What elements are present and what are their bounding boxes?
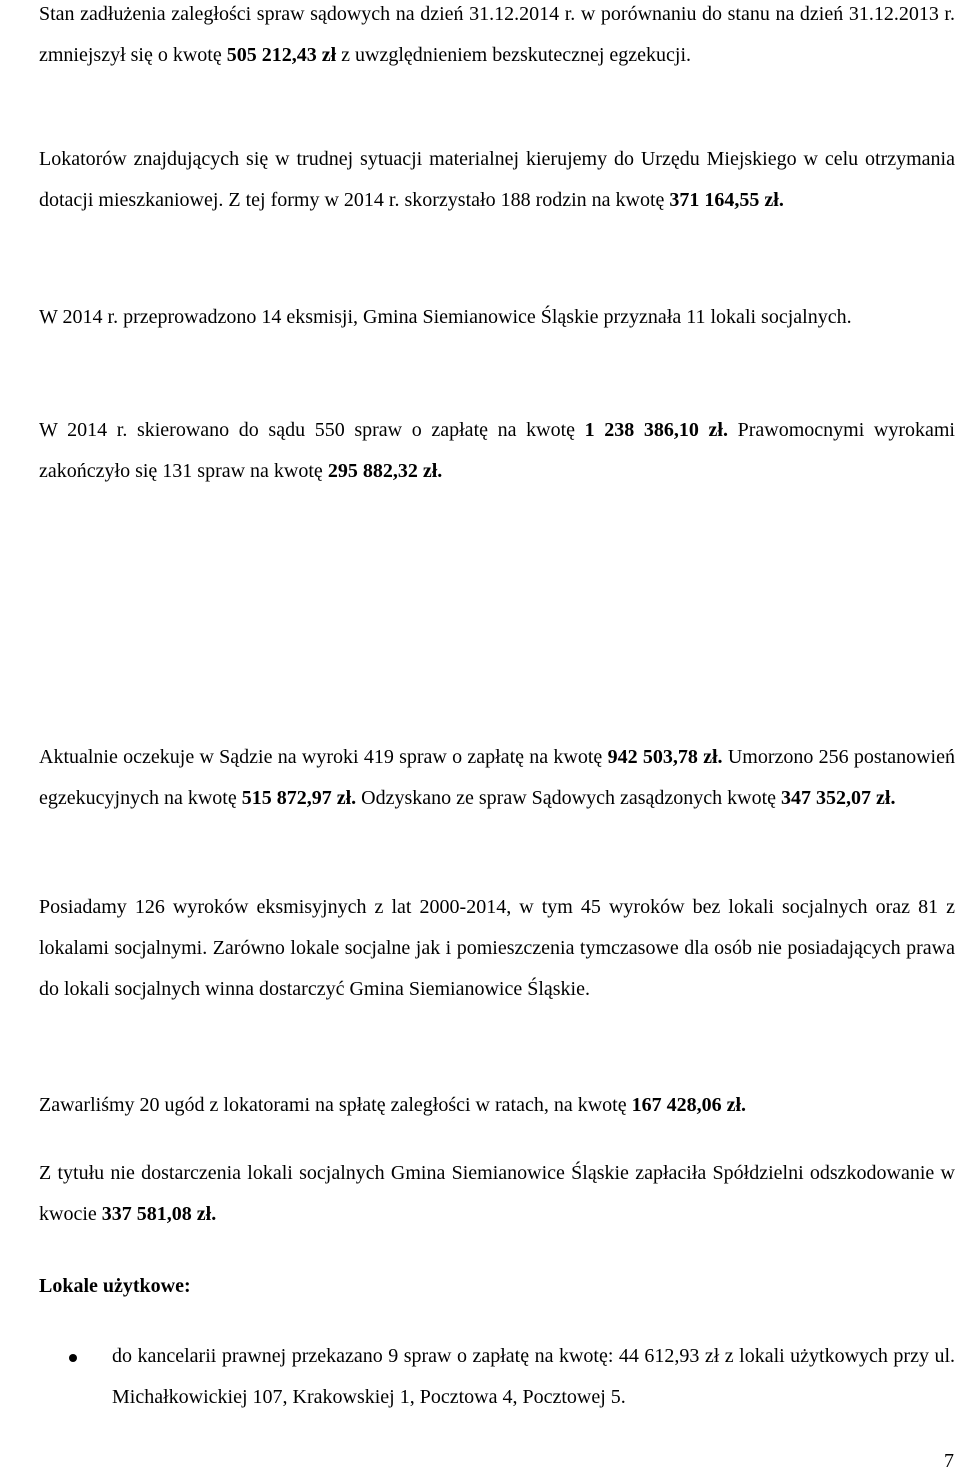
paragraph-text: Zawarliśmy 20 ugód z lokatorami na spłatę zaległości w ratach, na kwotę bbox=[39, 1094, 632, 1116]
paragraph-text: z uwzględnieniem bezskutecznej egzekucji. bbox=[336, 44, 692, 66]
amount-text: 167 428,06 zł. bbox=[631, 1094, 747, 1116]
paragraph-compensation bbox=[39, 1153, 955, 1235]
paragraph-text: W 2014 r. przeprowadzono 14 eksmisji, Gmina Siemianowice Śląskie przyznała 11 lokali socjalnych. bbox=[39, 306, 852, 328]
amount-text: 337 581,08 zł. bbox=[101, 1203, 217, 1225]
bullet-icon bbox=[69, 1354, 77, 1362]
paragraph-settlements bbox=[39, 1085, 955, 1126]
paragraph-text: Umorzono 256 postanowień egzekucyjnych na kwotę bbox=[39, 746, 955, 809]
paragraph-text: W 2014 r. skierowano do sądu 550 spraw o zapłatę na kwotę bbox=[39, 419, 585, 441]
section-heading-commercial-premises: Lokale użytkowe: bbox=[39, 1275, 191, 1297]
paragraph-housing-allowance bbox=[39, 139, 955, 221]
amount-text: 347 352,07 zł. bbox=[781, 787, 896, 809]
paragraph-eviction-judgments bbox=[39, 887, 955, 1010]
paragraph-evictions bbox=[39, 297, 955, 338]
list-item-text: do kancelarii prawnej przekazano 9 spraw o zapłatę na kwotę: 44 612,93 zł z lokali użytkowych przy ul. Michałkowickiej 107, Krakowskiej 1, Pocztowa 4, Pocztowej 5. bbox=[112, 1345, 955, 1408]
paragraph-text: Odzyskano ze spraw Sądowych zasądzonych kwotę bbox=[356, 787, 782, 809]
paragraph-text: Prawomocnymi wyrokami zakończyło się 131 spraw na kwotę bbox=[39, 419, 955, 482]
amount-text: 371 164,55 zł. bbox=[669, 189, 784, 211]
paragraph-text: Lokatorów znajdujących się w trudnej sytuacji materialnej kierujemy do Urzędu Miejskiego w celu otrzymania dotacji mieszkaniowej. Z tej formy w 2014 r. skorzystało 188 rodzin na kwotę bbox=[39, 148, 955, 211]
paragraph-text: Z tytułu nie dostarczenia lokali socjalnych Gmina Siemianowice Śląskie zapłaciła Spółdzielni odszkodowanie w kwocie bbox=[39, 1162, 955, 1225]
paragraph-court-cases bbox=[39, 410, 955, 492]
amount-text: 505 212,43 zł bbox=[226, 44, 337, 66]
paragraph-text: Posiadamy 126 wyroków eksmisyjnych z lat 2000-2014, w tym 45 wyroków bez lokali socjalnych oraz 81 z lokalami socjalnymi. Zarówno lokale socjalne jak i pomieszczenia tymczasowe dla osób nie posiadających prawa do lokali socjalnych winna dostarczyć Gmina Siemianowice Śląskie. bbox=[39, 896, 955, 1000]
paragraph-debt-status bbox=[39, 0, 955, 76]
page-number: 7 bbox=[944, 1450, 954, 1472]
paragraph-pending-cases bbox=[39, 737, 955, 819]
amount-text: 295 882,32 zł. bbox=[327, 460, 443, 482]
paragraph-text: Aktualnie oczekuje w Sądzie na wyroki 419 spraw o zapłatę na kwotę bbox=[39, 746, 608, 768]
amount-text: 515 872,97 zł. bbox=[241, 787, 357, 809]
amount-text: 942 503,78 zł. bbox=[607, 746, 723, 768]
amount-text: 1 238 386,10 zł. bbox=[584, 419, 728, 441]
paragraph-text: Stan zadłużenia zaległości spraw sądowych na dzień 31.12.2014 r. w porównaniu do stanu na dzień 31.12.2013 r. zmniejszył się o kwotę bbox=[39, 3, 955, 66]
